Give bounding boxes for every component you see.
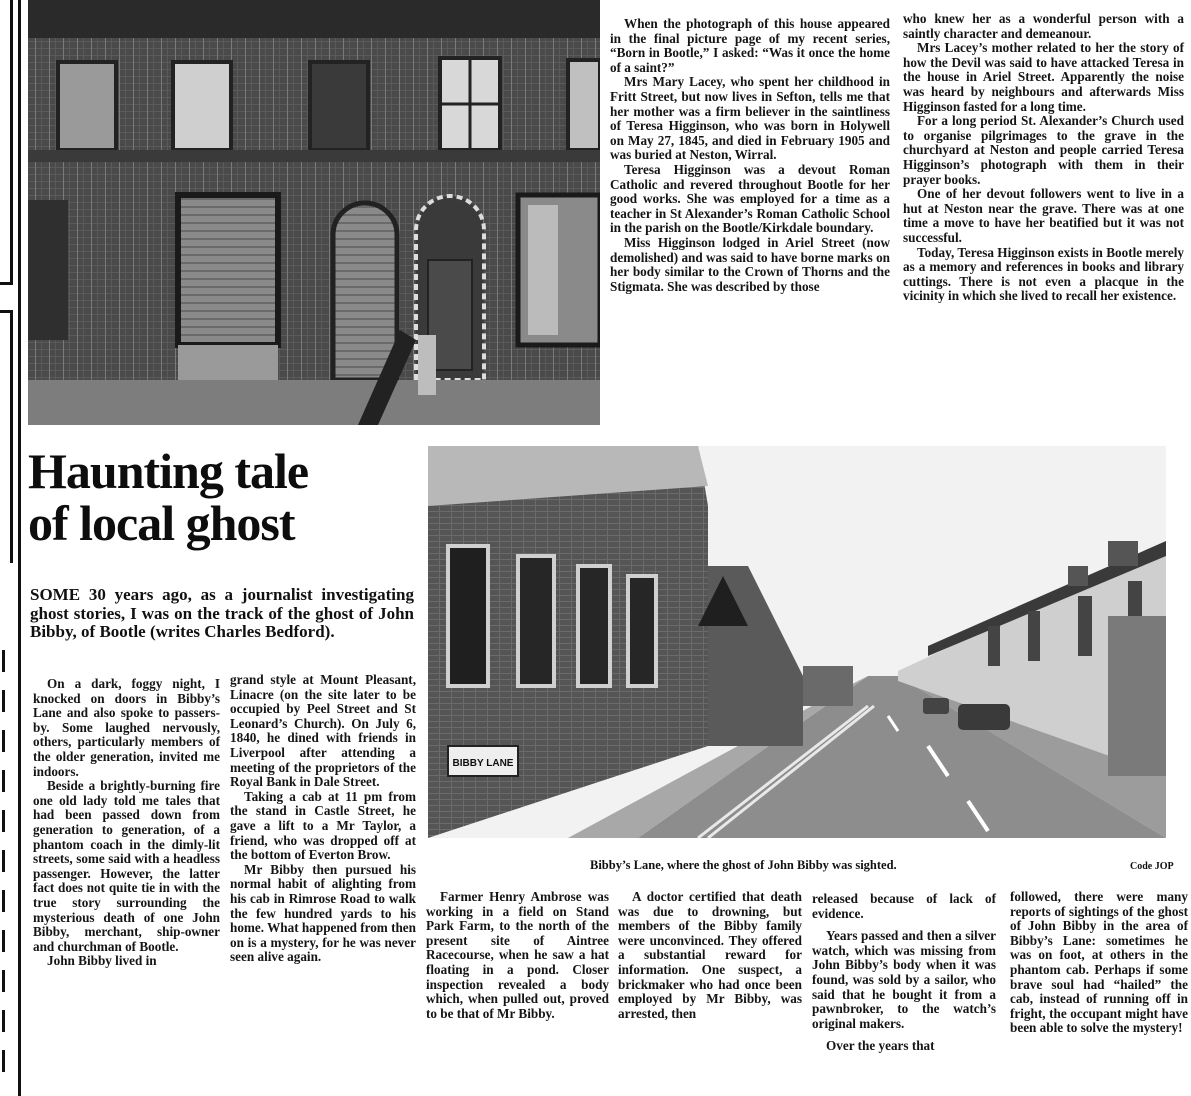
saint-article-column-2 (903, 12, 1184, 304)
paragraph: released because of lack of evidence. (812, 891, 996, 921)
paragraph: Miss Higginson lodged in Ariel Street (now demolished) and was said to have borne marks on her body similar to the Crown of Thorns and the Stigmata. She was described by those (610, 234, 890, 294)
paragraph: Teresa Higginson was a devout Roman Catholic and revered throughout Bootle for her good works. She was employed for a time as a teacher in St Alexander’s Roman Catholic School in the parish on the Bootle/Kirkdale boundary. (610, 161, 890, 236)
paragraph: grand style at Mount Pleasant, Linacre (on the site later to be occupied by Peel Street and St Leonard’s Church). On July 6, 1840, he dined with friends in Liverpool after attending a meeting of the proprietors of the Royal Bank in Dale Street. (230, 672, 416, 790)
paragraph: John Bibby lived in (47, 953, 157, 969)
ghost-article-column-f (1010, 890, 1188, 1036)
paragraph: Beside a brightly-burning fire one old lady told me tales that had been passed down from generation to generation, of a phantom coach in the dimly-lit streets, some said with a headless passenger. However, the latter fact does not quite tie in with the true story surrounding the mysterious death of one John Bibby, merchant, ship-owner and churchman of Bootle. (33, 778, 220, 954)
paragraph: who knew her as a wonderful person with a saintly character and demeanour. (903, 11, 1184, 41)
saint-article-column-1 (610, 17, 890, 294)
paragraph: Mr Bibby then pursued his normal habit of alighting from his cab in Rimrose Road to walk the few hundred yards to his home. What happened from then on is a mystery, for he was never seen alive again. (230, 861, 416, 965)
house-photo (28, 0, 600, 425)
photo-caption: Bibby’s Lane, where the ghost of John Bibby was sighted. (590, 858, 897, 872)
paragraph: Years passed and then a silver watch, which was missing from John Bibby’s body when it was found, was sold by a sailor, who said that he bought it from a pawnbroker, to the watch’s original makers. (812, 928, 996, 1031)
left-margin-rule (18, 0, 21, 1096)
street-sign-text: BIBBY LANE (452, 758, 514, 769)
ghost-article-column-c (426, 890, 609, 1021)
paragraph: Over the years that (826, 1038, 935, 1054)
intro-paragraph: SOME 30 years ago, as a journalist investigating ghost stories, I was on the track of the ghost of John Bibby, of Bootle (writes Charles Bedford). (30, 585, 414, 642)
paragraph: One of her devout followers went to live in a hut at Neston near the grave. There was at one time a move to have her beatified but it was not successful. (903, 186, 1184, 245)
left-margin-ticks (2, 650, 5, 1090)
paragraph: A doctor certified that death was due to drowning, but members of the Bibby family were unconvinced. They offered a substantial reward for information. One suspect, a brickmaker who had once been employed by Mr Bibby, was arrested, then (618, 889, 802, 1021)
paragraph: Mrs Mary Lacey, who spent her childhood in Fritt Street, but now lives in Sefton, tells me that her mother was a firm believer in the saintliness of Teresa Higginson, who was born in Holywell on May 27, 1845, and died in February 1905 and was buried at Neston, Wirral. (610, 74, 890, 163)
paragraph: Mrs Lacey’s mother related to her the story of how the Devil was said to have attacked Teresa in the house in Ariel Street. Apparently the noise was heard by neighbours and afterwards Miss Higginson fasted for a long time. (903, 40, 1184, 114)
paragraph: Taking a cab at 11 pm from the stand in Castle Street, he gave a lift to a Mr Taylor, a friend, who was dropped off at the bottom of Everton Brow. (230, 788, 416, 863)
street-photo-image (428, 446, 1166, 838)
left-box-edge-top (0, 0, 13, 285)
paragraph: followed, there were many reports of sightings of the ghost of John Bibby in the area of Bibby’s Lane: sometimes he was on foot, at others in the phantom cab. Perhaps if some brave soul had “hailed” the cab, instead of running off in fright, the occupant might have been able to solve the mystery! (1010, 889, 1188, 1036)
headline (28, 443, 423, 551)
headline-line-1: Haunting tale (28, 443, 309, 499)
headline-line-2: of local ghost (28, 495, 295, 551)
photo-credit: Code JOP (1130, 861, 1174, 872)
street-photo (428, 446, 1166, 838)
ghost-article-column-b (230, 673, 416, 965)
house-photo-image (28, 0, 600, 425)
paragraph: For a long period St. Alexander’s Church used to organise pilgrimages to the grave in the churchyard at Neston and people carried Teresa Higginson’s photograph with them in their prayer books. (903, 113, 1184, 187)
left-box-edge-mid (0, 310, 13, 563)
paragraph: Farmer Henry Ambrose was working in a field on Stand Park Farm, to the north of the present site of Aintree Racecourse, when he saw a hat floating in a pond. Closer inspection revealed a body which, when pulled out, proved to be that of Mr Bibby. (426, 889, 609, 1021)
ghost-article-column-d (618, 890, 802, 1021)
paragraph: When the photograph of this house appeared in the final picture page of my recent series, “Born in Bootle,” I asked: “Was it once the home of a saint?” (610, 16, 890, 75)
paragraph: On a dark, foggy night, I knocked on doors in Bibby’s Lane and also spoke to passers-by. Some laughed nervously, others, particularly members of the older generation, invited me indoors. (33, 676, 220, 779)
ghost-article-column-e (812, 892, 996, 1054)
ghost-article-column-a (33, 677, 220, 969)
paragraph: Today, Teresa Higginson exists in Bootle merely as a memory and references in books and library cuttings. There is not even a placque in the vicinity in which she lived to recall her existence. (903, 244, 1184, 304)
